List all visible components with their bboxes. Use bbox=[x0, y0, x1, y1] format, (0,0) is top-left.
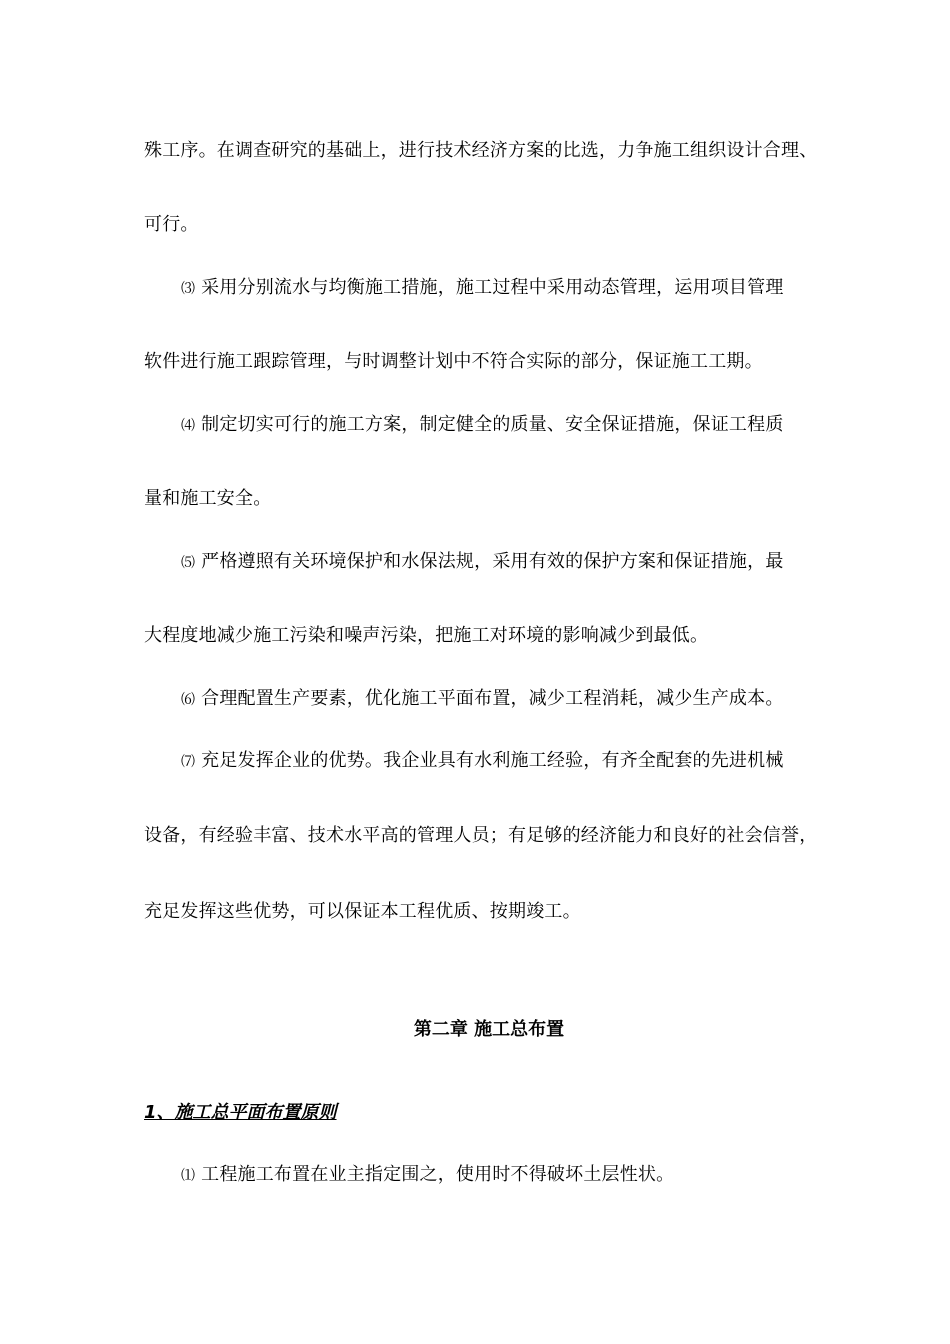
paragraph-line bbox=[181, 550, 784, 575]
paragraph-line bbox=[181, 276, 784, 301]
item-number: ⑺ bbox=[181, 754, 196, 770]
item-text: 充足发挥企业的优势。我企业具有水利施工经验，有齐全配套的先进机械 bbox=[201, 750, 784, 771]
paragraph-line: 软件进行施工跟踪管理，与时调整计划中不符合实际的部分，保证施工工期。 bbox=[144, 351, 763, 372]
paragraph-line bbox=[181, 413, 784, 438]
paragraph-line bbox=[181, 749, 784, 774]
paragraph-line bbox=[181, 1163, 674, 1188]
paragraph-line: 量和施工安全。 bbox=[144, 488, 272, 509]
section-title: 1、施工总平面布置原则 bbox=[144, 1102, 337, 1123]
item-text: 制定切实可行的施工方案，制定健全的质量、安全保证措施，保证工程质 bbox=[201, 414, 784, 435]
paragraph-line: 设备，有经验丰富、技术水平高的管理人员；有足够的经济能力和良好的社会信誉， bbox=[144, 825, 818, 846]
paragraph-line: 可行。 bbox=[144, 214, 199, 235]
item-number: ⑹ bbox=[181, 692, 196, 708]
item-number: ⑶ bbox=[181, 281, 196, 297]
item-text: 严格遵照有关环境保护和水保法规，采用有效的保护方案和保证措施，最 bbox=[201, 551, 784, 572]
paragraph-line: 充足发挥这些优势，可以保证本工程优质、按期竣工。 bbox=[144, 901, 581, 922]
item-number: ⑴ bbox=[181, 1168, 196, 1184]
chapter-title: 第二章 施工总布置 bbox=[413, 1019, 565, 1040]
item-number: ⑷ bbox=[181, 418, 196, 434]
paragraph-line bbox=[181, 687, 784, 712]
item-text: 采用分别流水与均衡施工措施，施工过程中采用动态管理，运用项目管理 bbox=[201, 277, 784, 298]
item-text: 合理配置生产要素，优化施工平面布置，减少工程消耗，减少生产成本。 bbox=[201, 688, 784, 709]
paragraph-line: 大程度地减少施工污染和噪声污染，把施工对环境的影响减少到最低。 bbox=[144, 625, 709, 646]
paragraph-line: 殊工序。在调查研究的基础上，进行技术经济方案的比选，力争施工组织设计合理、 bbox=[144, 140, 818, 161]
item-text: 工程施工布置在业主指定围之，使用时不得破坏土层性状。 bbox=[201, 1164, 675, 1185]
item-number: ⑸ bbox=[181, 555, 196, 571]
